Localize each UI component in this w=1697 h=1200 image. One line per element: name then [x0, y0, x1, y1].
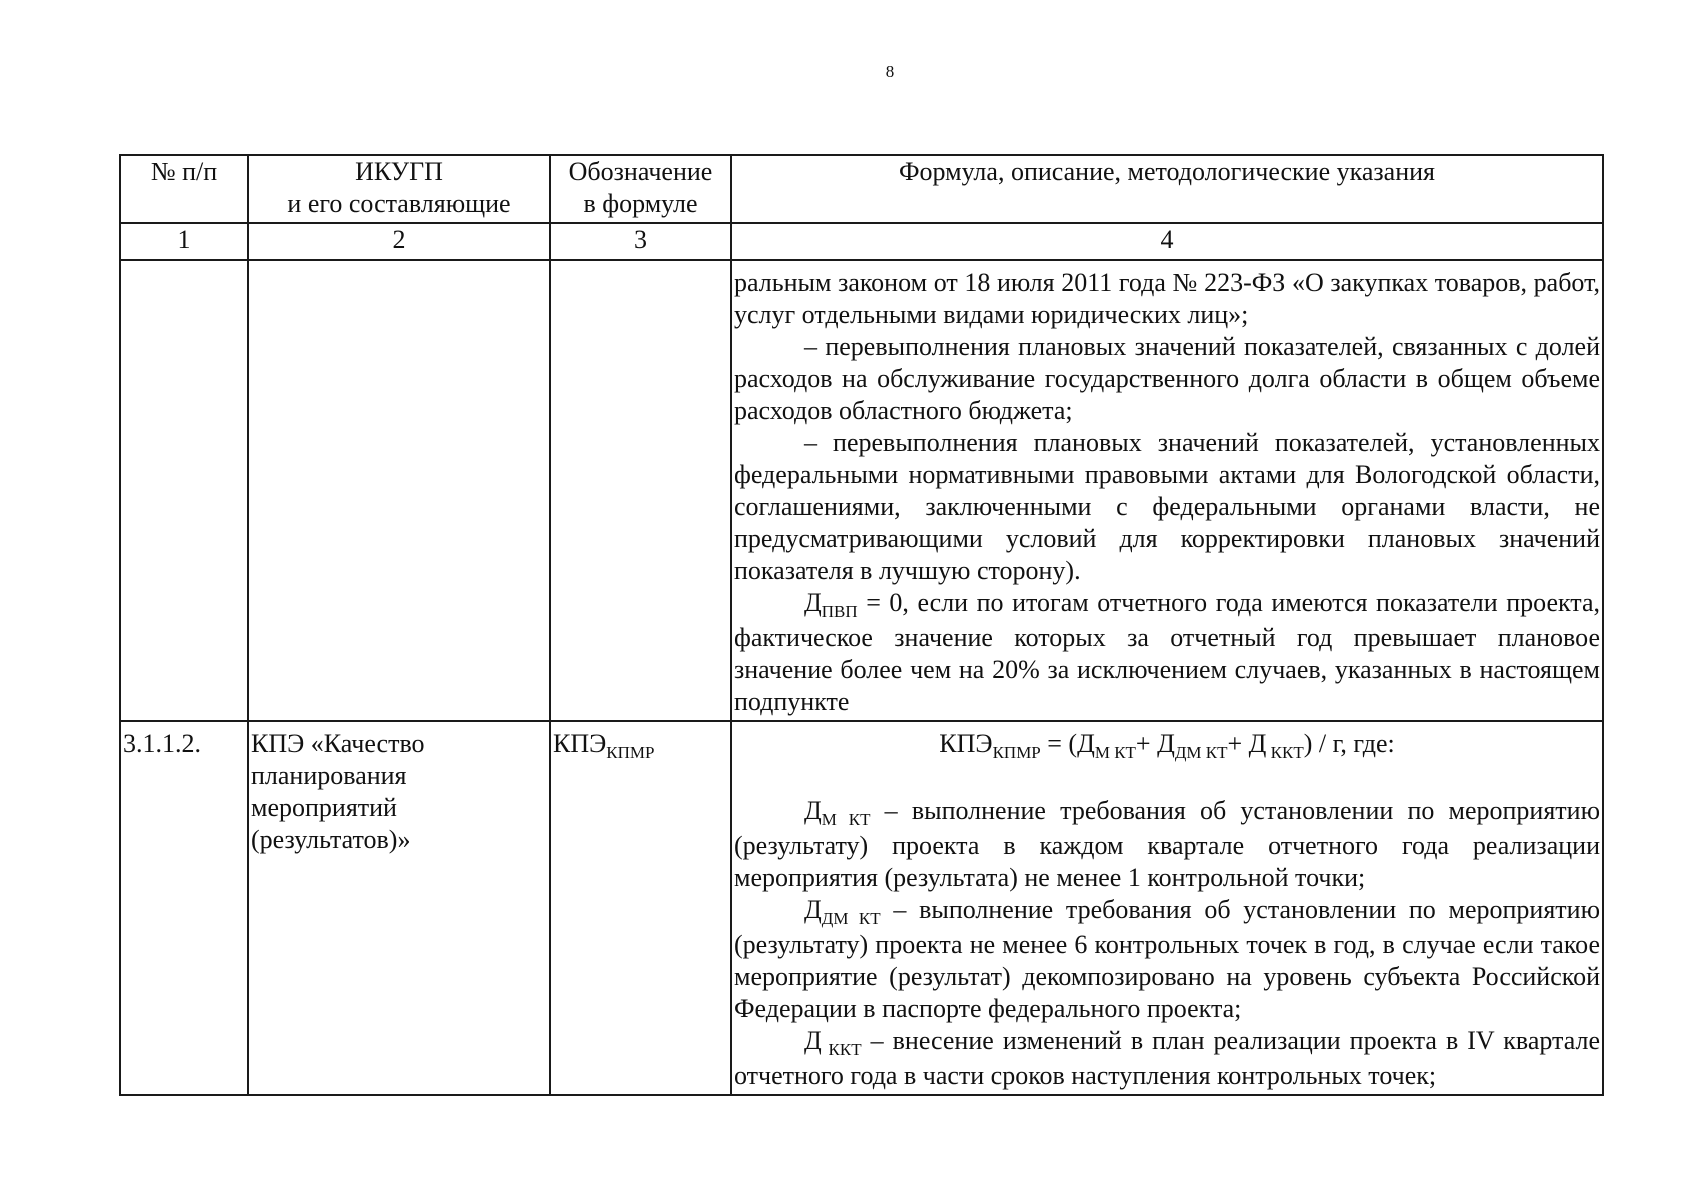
- description-cell: [731, 721, 1603, 1095]
- header-designation: Обозначение в формуле: [550, 155, 731, 223]
- indicator-table: [119, 154, 1604, 1096]
- paragraph: – перевыполнения плановых значений показателей, установленных федеральными нормативными правовыми актами для Вологодской области, соглашениями, заключенными с федеральными органами власти, не предусматривающими условий для корректировки плановых значений показателя в лучшую сторону).: [734, 428, 1600, 585]
- table-row: [120, 721, 1603, 1095]
- paragraph: – перевыполнения плановых значений показателей, связанных с долей расходов на обслуживание государственного долга области в общем объеме расходов областного бюджета;: [734, 332, 1600, 425]
- description-cell: [731, 260, 1603, 721]
- empty-cell: [248, 260, 550, 721]
- paragraph: $Д_{ДМ КТ}$ – выполнение требования об установлении по мероприятию (результату) проекта не менее 6 контрольных точек в год, в случае если такое мероприятие (результат) декомпозировано на уровень субъекта Российской Федерации в паспорте федерального проекта;: [734, 895, 1600, 1023]
- indicator-name: КПЭ «Качество планирования мероприятий (результатов)»: [248, 721, 550, 1095]
- table-row: [120, 260, 1603, 721]
- formula: $КПЭ_{КПМР} = (Д_{М КТ}+ Д_{ДМ КТ}+ Д$ $_{ККТ}$) / г, где:: [939, 729, 1395, 762]
- table-header-row: [120, 155, 1603, 223]
- column-number: 4: [731, 223, 1603, 260]
- page-number: 8: [885, 62, 895, 81]
- spacer: [734, 763, 1600, 795]
- column-number: 3: [550, 223, 731, 260]
- header-formula: Формула, описание, методологические указания: [731, 155, 1603, 223]
- row-number: 3.1.1.2.: [120, 721, 248, 1095]
- designation-cell: $КПЭ_{КПМР}$: [550, 721, 731, 1095]
- paragraph: $Д_{ПВП} = 0$, если по итогам отчетного года имеются показатели проекта, фактическое значение которых за отчетный год превышает плановое значение более чем на 20% за исключением случаев, указанных в настоящем подпункте: [734, 588, 1600, 716]
- column-number: 2: [248, 223, 550, 260]
- paragraph: $Д_{М КТ}$ – выполнение требования об установлении по мероприятию (результату) проекта в каждом квартале отчетного года реализации мероприятия (результата) не менее 1 контрольной точки;: [734, 796, 1601, 892]
- column-number: 1: [120, 223, 248, 260]
- header-number: № п/п: [120, 155, 248, 223]
- empty-cell: [550, 260, 731, 721]
- header-indicator: ИКУГП и его составляющие: [248, 155, 550, 223]
- empty-cell: [120, 260, 248, 721]
- paragraph: Д $_{ККТ}$ – внесение изменений в план реализации проекта в IV квартале отчетного года в части сроков наступления контрольных точек;: [734, 1026, 1600, 1090]
- column-numbers-row: [120, 223, 1603, 260]
- paragraph: ральным законом от 18 июля 2011 года № 223-ФЗ «О закупках товаров, работ, услуг отдельными видами юридических лиц»;: [734, 268, 1600, 329]
